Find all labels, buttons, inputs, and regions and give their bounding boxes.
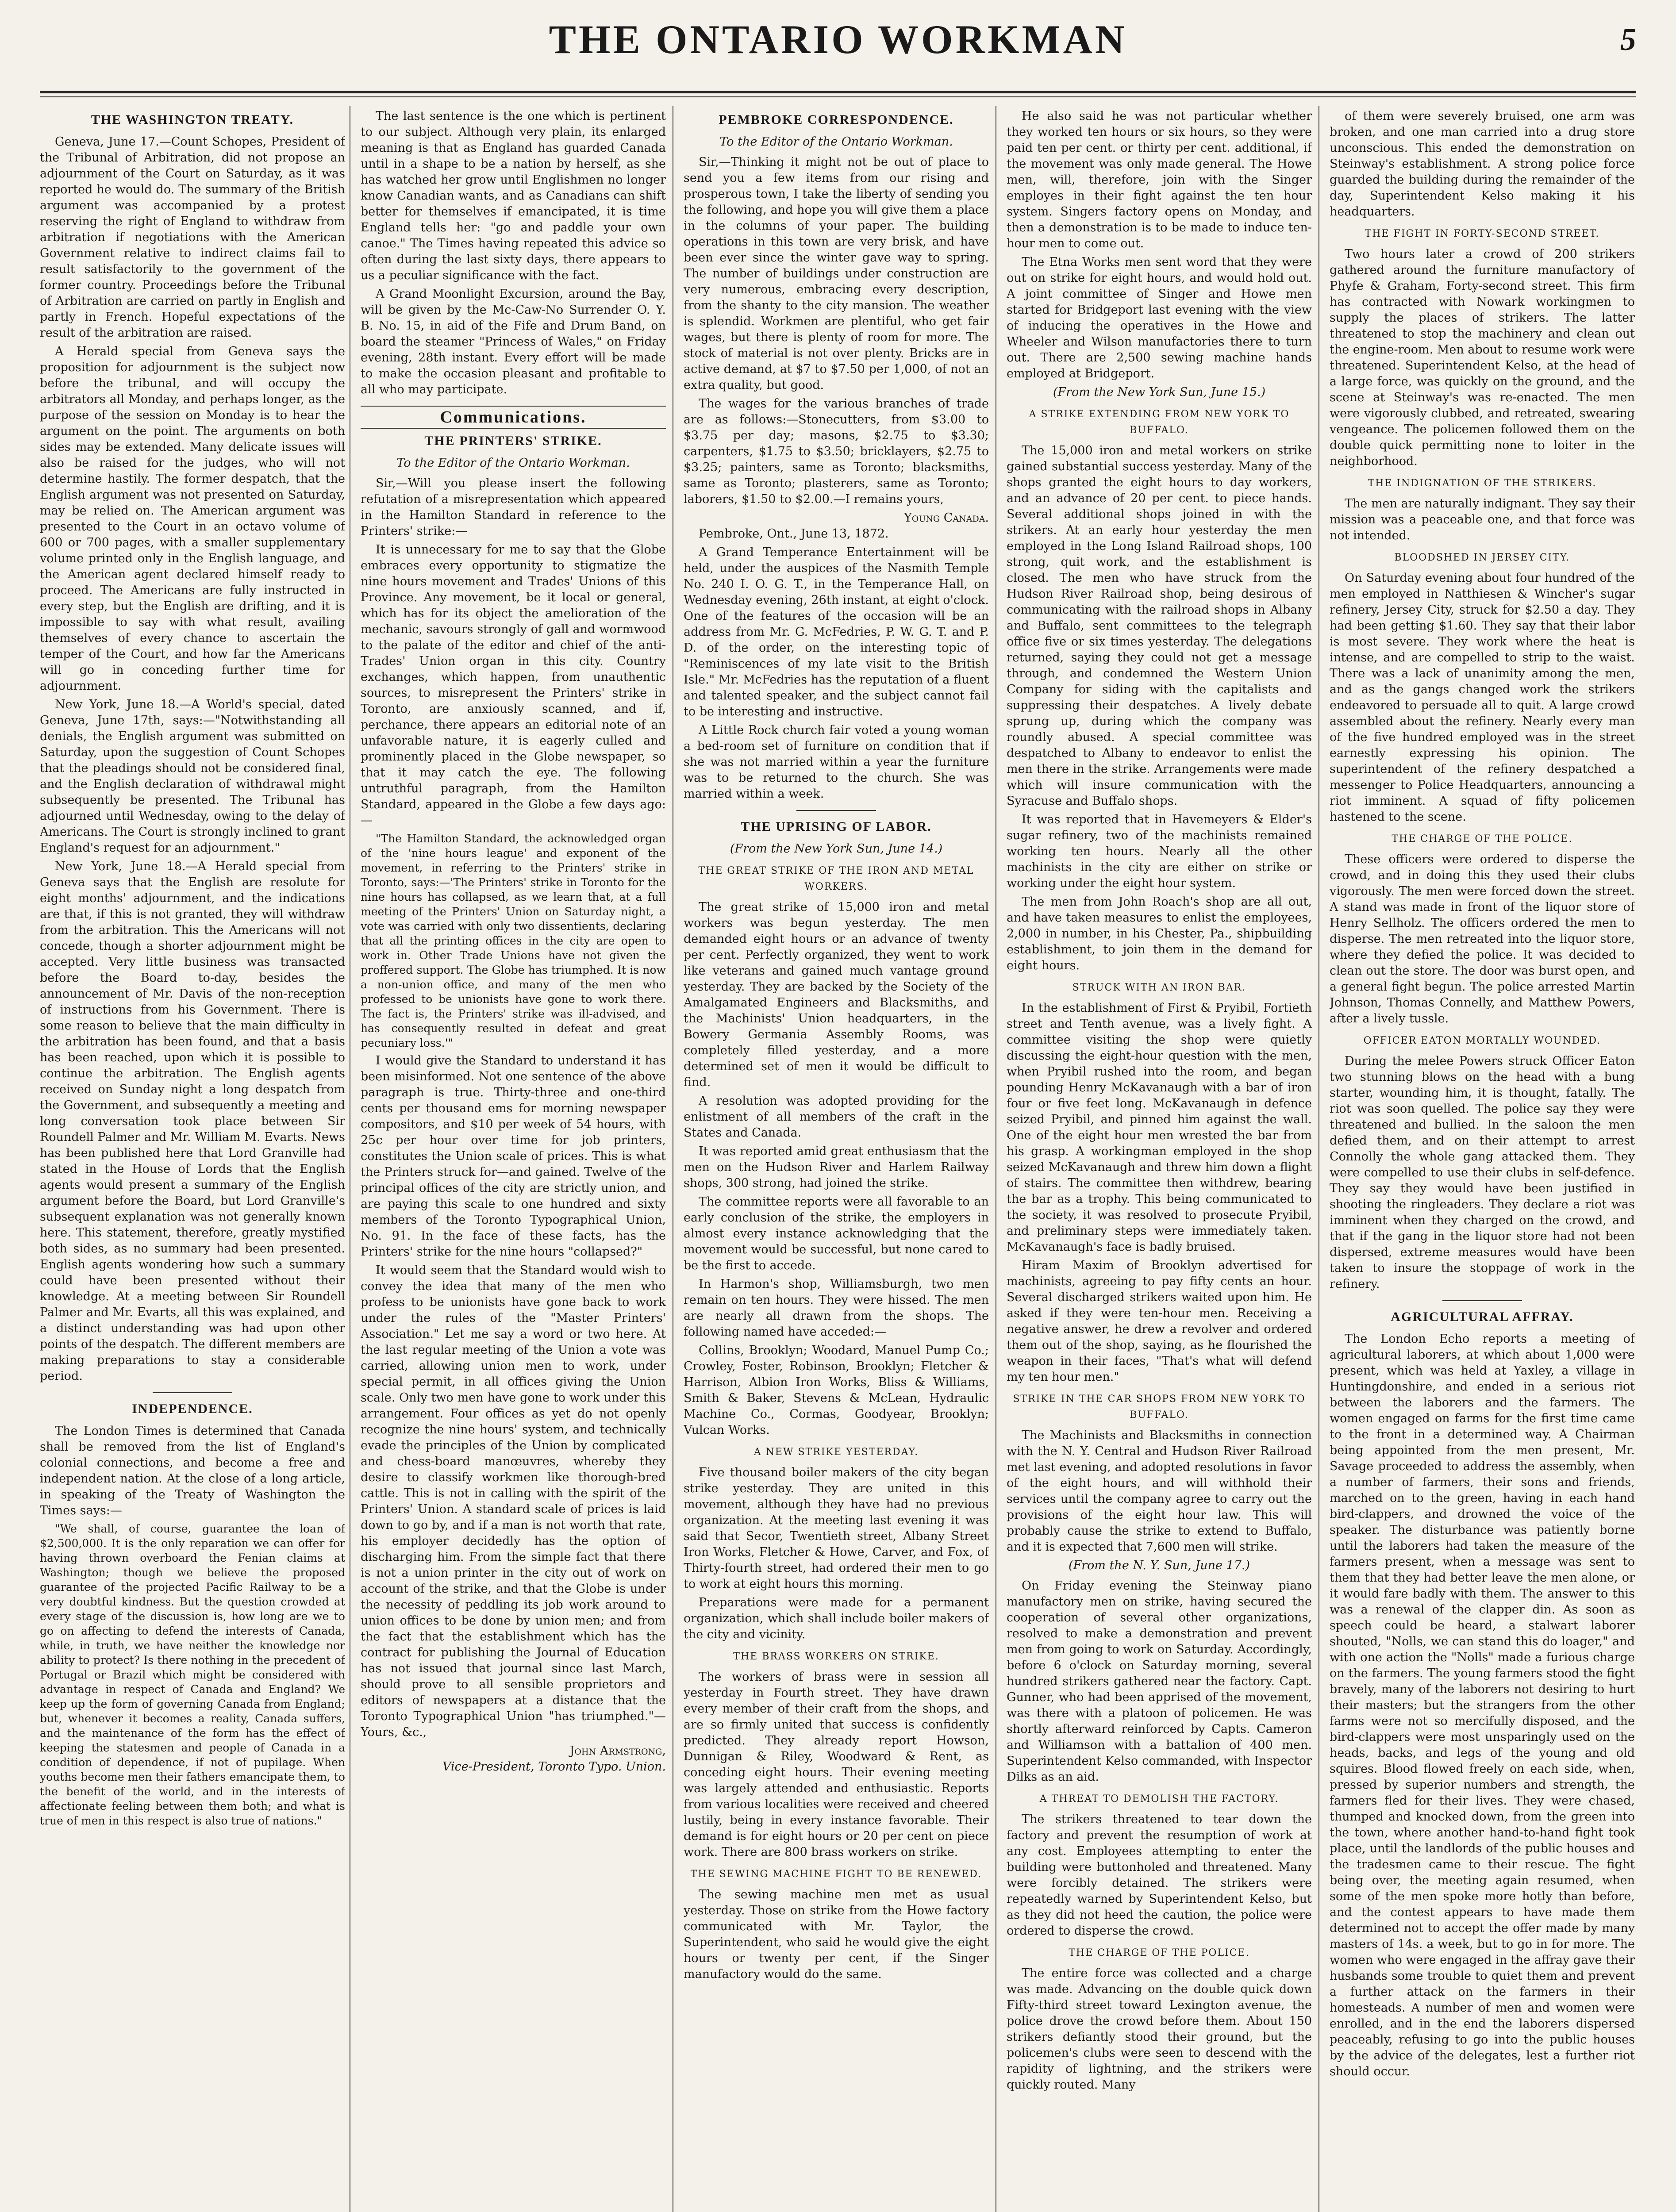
article-paragraph: On Friday evening the Steinway piano manufactory men on strike, having secured the cooperation of several other organizations, resolved to make a demonstration and prevent men from going to work on Saturday. Accordingly, before 6 o'clock on Saturday morning, several hundred strikers gathered near the factory. Capt. Gunner, who had been apprised of the movement, was there with a platoon of policemen. He was shortly afterward reinforced by Capts. Cameron and Williamson with a battalion of 400 men. Superintendent Kelso commanded, with Inspector Dilks as an aid. [1007, 1579, 1312, 1784]
article-paragraph: A Little Rock church fair voted a young woman a bed-room set of furniture on condition that if she was not married within a year the furniture was to be returned to the church. She was married within a week. [684, 723, 989, 801]
article-paragraph: Two hours later a crowd of 200 strikers gathered around the furniture manufactory of Phyfe & Graham, Forty-second street. This firm has contracted with Nowark workingmen to supply the places of strikers. The latter threatened to stop the machinery and clean out the engine-room. Men about to resume work were threatened. Superintendent Kelso, at the head of a large force, was quickly on the ground, and the scene at Steinway's was re-enacted. The men were vigorously clubbed, and retreated, swearing vengeance. The policemen followed them on the double quick permitting none to loiter in the neighborhood. [1330, 247, 1635, 468]
newspaper-title: THE ONTARIO WORKMAN [549, 17, 1127, 62]
letter-place-date: Pembroke, Ont., June 13, 1872. [699, 527, 889, 541]
article-paragraph: During the melee Powers struck Officer Eaton two stunning blows on the head with a bung starter, wounding him, it is thought, fatally. The riot was soon quelled. The police say they were threatened and bullied. In the saloon the men defied them, and on their attempt to arrest Connolly the whole gang attacked them. They were compelled to use their clubs in self-defence. They say they would have been justified in shooting the ringleaders. They declare a riot was imminent when they charged on the crowd, and that if the gang in the liquor store had not been dispersed, extreme measures would have been taken to insure the stoppage of work in the refinery. [1330, 1054, 1635, 1291]
section-divider [153, 1392, 232, 1393]
article-paragraph: The workers of brass were in session all yesterday in Fourth street. They have drawn every member of their craft from the shops, and are so firmly united that success is confidently predicted. They already report Howson, Dunnigan & Riley, Woodward & Rent, as conceding eight hours. Their evening meeting was largely attended and enthusiastic. Reports from various localities were received and cheered lustily, being in every instance favorable. Their demand is for eight hours or 20 per cent on piece work. There are 800 brass workers on strike. [684, 1670, 989, 1859]
article-paragraph: Preparations were made for a permanent organization, which shall include boiler makers of the city and vicinity. [684, 1596, 989, 1641]
article-paragraph: The great strike of 15,000 iron and metal workers was begun yesterday. The men demanded eight hours or an advance of twenty per cent. Perfectly organized, they went to work like veterans and gained much vantage ground yesterday. They are backed by the Society of the Amalgamated Engineers and Blacksmiths, and the Machinists' Union headquarters, in the Bowery Germania Assembly Rooms, was completely filled yesterday, and a more determined set of men it would be difficult to find. [684, 900, 989, 1089]
subheading: STRUCK WITH AN IRON BAR. [1072, 982, 1246, 993]
signature: John Armstrong, [569, 1744, 666, 1758]
article-paragraph: The entire force was collected and a charge was made. Advancing on the double quick down Fifty-third street toward Lexington avenue, the police drove the crowd before them. About 150 strikers defiantly stood their ground, but the policemen's clubs were seen to descend with the rapidity of lightning, and the strikers were quickly routed. Many [1007, 1966, 1312, 2092]
article-paragraph: The London Times is determined that Canada shall be removed from the list of England's colonial connections, and become a free and independent nation. At the close of a long article, in speaking of the Treaty of Washington the Times says:— [40, 1424, 345, 1517]
section-banner-communications: Communications. [361, 406, 666, 429]
article-paragraph: It was reported amid great enthusiasm that the men on the Hudson River and Harlem Railway shops, 300 strong, had joined the strike. [684, 1144, 989, 1190]
subheading: STRIKE IN THE CAR SHOPS FROM NEW YORK TO BUFFALO. [1013, 1394, 1306, 1421]
subheading: THE INDIGNATION OF THE STRIKERS. [1368, 478, 1597, 489]
notice-paragraph: A Grand Moonlight Excursion, around the Bay, will be given by the Mc-Caw-No Surrender O. Y. B. No. 15, in aid of the Fife and Drum Band, on board the steamer "Princess of Wales," on Friday evening, 28th instant. Every effort will be made to make the occasion pleasant and profitable to all who may participate. [361, 287, 666, 396]
headline-independence: INDEPENDENCE. [132, 1402, 253, 1416]
article-paragraph: Hiram Maxim of Brooklyn advertised for machinists, agreeing to pay fifty cents an hour. Several discharged strikers waited upon him. He asked if they were ten-hour men. Receiving a negative answer, he drew a revolver and ordered them out of the shop, saying, as he flourished the weapon in their faces, "That's what will defend my ten hour men." [1007, 1259, 1312, 1384]
column-4 [1007, 108, 1312, 2212]
article-paragraph: The sewing machine men met as usual yesterday. Those on strike from the Howe factory communicated with Mr. Taylor, the Superintendent, who said he would give the eight hours or twenty per cent, if the Singer manufactory would do the same. [684, 1888, 989, 1981]
signature-title: Vice-President, Toronto Typo. Union. [442, 1760, 666, 1774]
article-paragraph: The Machinists and Blacksmiths in connection with the N. Y. Central and Hudson River Railroad met last evening, and adopted resolutions in favor of the eight hours, and will withhold their services until the company agree to carry out the provisions of the eight hour law. This will probably cause the strike to extend to Buffalo, and it is expected that 7,600 men will strike. [1007, 1429, 1312, 1554]
article-paragraph: In the establishment of First & Pryibil, Fortieth street and Tenth avenue, was a lively fight. A committee visiting the shop were quietly discussing the eight-hour question with the men, when Pryibil rushed into the room, and began pounding Henry McKavanaugh with a bar of iron four or five feet long. McKavanaugh in defence seized Pryibil, and pinned him against the wall. One of the eight hour men wrested the bar from his grasp. A workingman employed in the shop seized McKavanaugh and threw him down a flight of stairs. The committee then withdrew, bearing the bar as a trophy. This being communicated to the society, it was resolved to prosecute Pryibil, and preliminary steps were immediately taken. McKavanaugh's face is badly bruised. [1007, 1001, 1312, 1254]
article-paragraph: The men from John Roach's shop are all out, and have taken measures to enlist the employees, 2,000 in number, in his Chester, Pa., shipbuilding establishment, to join them in the demand for eight hours. [1007, 895, 1312, 972]
quoted-passage: "The Hamilton Standard, the acknowledged organ of the 'nine hours league' and exponent of the movement, in referring to the Printers' strike in Toronto, says:—'The Printers' strike in Toronto for the nine hours has collapsed, as we learn that, at a full meeting of the Printers' Union on Saturday night, a vote was carried with only two dissentients, declaring that all the printing offices in the city are open to work in. Other Trade Unions have not given the proffered support. The Globe has triumphed. It is now a non-union office, and many of the men who professed to be unionists have gone to work there. The fact is, the Printers' strike was ill-advised, and has consequently resulted in defeat and great pecuniary loss.'" [361, 832, 666, 1049]
article-paragraph: A Herald special from Geneva says the proposition for adjournment is the subject now before the tribunal, and will occupy the arbitrators all Monday, and perhaps longer, as the purpose of the session on Monday is to hear the argument on the point. The arguments on both sides may be extended. Many delicate issues will also be raised for the judges, who will not determine hastily. The former despatch, that the English argument was not presented on Saturday, may be relied on. The American argument was presented to the Court in an octavo volume of 600 or 700 pages, with a smaller supplementary volume printed only in the English language, and the American agent declared himself ready to proceed. The Americans are fully instructed in every step, but the English are drifting, and it is impossible to say with what result, availing themselves of every chance to ascertain the temper of the Court, and how far the Americans will go in conceding further time for adjournment. [40, 345, 345, 693]
column-5 [1330, 108, 1635, 2212]
masthead-rule [40, 91, 1636, 93]
article-paragraph: Geneva, June 17.—Count Schopes, President of the Tribunal of Arbitration, did not propose an adjournment of the Court on Saturday, as it was reported he would do. The summary of the British argument was accompanied by a protest reserving the right of England to withdraw from arbitration if negotiations with the American Government relative to indirect claims fail to result satisfactorily to the government of the former country. Proceedings before the Tribunal of Arbitration are carried on partly in English and partly in French. Hopeful expectations of the result of the arbitration are raised. [40, 135, 345, 340]
article-paragraph: The London Echo reports a meeting of agricultural laborers, at which about 1,000 were present, which was held at Yaxley, a village in Huntingdonshire, and ended in a serious riot between the laborers and the farmers. The women engaged on farms for the first time came to the front in a determined way. A Chairman being appointed from the men present, Mr. Savage proceeded to address the assembly, when a number of farmers, their sons and friends, marched on to the green, having in each hand bird-clappers, and drowned the voice of the speaker. The disturbance was patiently borne until the laborers had taken the measure of the farmers present, when a message was sent to them that they had better leave the men alone, or it would fare badly with them. The answer to this was a renewal of the clapper din. As soon as speech could be heard, a stalwart laborer shouted, "Nolls, we can stand this do loager," and with one action the "Nolls" made a furious charge on the farmers. The young farmers stood the fight bravely, many of the laborers not desiring to hurt their masters; but the strangers from the other farms were not so mercifully disposed, and the bird-clappers were most unsparingly used on the heads, backs, and legs of the young and old squires. Blood flowed freely on each side, when, pressed by superior numbers and strength, the farmers fled for their lives. They were chased, thumped and knocked down, from the green into the town, where another hand-to-hand fight took place, until the landlords of the public houses and the tradesmen came to their rescue. The fight being over, the meeting again resumed, when some of the men spoke more hotly than before, and the contest appears to have made them determined not to accept the offer made by many masters of 14s. a week, but to go in for more. The women who were engaged in the affray gave their husbands some trouble to quiet them and prevent a further attack on the farmers in their homesteads. A number of men and women were enrolled, and in the end the laborers dispersed peaceably, refusing to go into the public houses by the advice of the delegates, lest a further riot should occur. [1330, 1332, 1635, 2078]
headline-agricultural-affray: AGRICULTURAL AFFRAY. [1391, 1310, 1574, 1324]
section-divider [796, 810, 876, 811]
subheading: THE CHARGE OF THE POLICE. [1392, 833, 1573, 845]
masthead [0, 0, 1676, 102]
article-paragraph: The 15,000 iron and metal workers on strike gained substantial success yesterday. Many of the shops granted the eight hours to day workers, and an advance of 20 per cent. to piece hands. Several additional shops joined in with the strikers. At an early hour yesterday the men employed in the Long Island Railroad shops, 100 strong, quit work, and the establishment is closed. The men who have struck from the Hudson River Railroad shop, being desirous of communicating with the railroad shops in Albany and Buffalo, sent committees to the telegraph office five or six times yesterday. The delegations returned, saying they could not get a message through, and condemned the Western Union Company for siding with the capitalists and suppressing their despatches. A lively debate sprung up, during which the company was roundly abused. A special committee was despatched to Albany to endeavor to enlist the men there in the strike. Arrangements were made which will insure communication with the Syracuse and Buffalo shops. [1007, 444, 1312, 808]
source-dateline: (From the New York Sun, June 15.) [1053, 385, 1266, 399]
subheading: A STRIKE EXTENDING FROM NEW YORK TO BUFFALO. [1029, 409, 1290, 436]
section-divider [1442, 1300, 1522, 1301]
article-paragraph: On Saturday evening about four hundred of the men employed in Natthiesen & Wincher's sugar refinery, Jersey City, struck for $2.50 a day. They had been getting $1.60. They say that their labor is most severe. They work where the heat is intense, and are compelled to strip to the waist. There was a lack of unanimity among the men, and as the gangs changed work the strikers endeavored to persuade all to quit. A large crowd assembled about the refinery. Nearly every man of the five hundred employed was in the street earnestly expressing his opinion. The superintendent of the refinery despatched a messenger to Police Headquarters, announcing a riot imminent. A squad of fifty policemen hastened to the scene. [1330, 571, 1635, 824]
headline-washington-treaty: THE WASHINGTON TREATY. [91, 112, 294, 127]
subheading: BLOODSHED IN JERSEY CITY. [1394, 552, 1570, 563]
headline-printers-strike: THE PRINTERS' STRIKE. [424, 434, 602, 448]
subheading: OFFICER EATON MORTALLY WOUNDED. [1363, 1035, 1601, 1046]
subheading: THE BRASS WORKERS ON STRIKE. [733, 1651, 939, 1662]
article-paragraph: New York, June 18.—A World's special, dated Geneva, June 17th, says:—"Notwithstanding all denials, the English argument was submitted on Saturday, upon the suggestion of Count Schopes that the pleadings should not be considered final, and the English declaration of withdrawal might subsequently be presented. The Tribunal has adjourned until Wednesday, owing to the delay of Americans. The Court is strongly inclined to grant England's request for an adjournment." [40, 698, 345, 855]
column-2 [361, 108, 666, 2212]
subheading: A THREAT TO DEMOLISH THE FACTORY. [1039, 1793, 1279, 1805]
article-paragraph: The committee reports were all favorable to an early conclusion of the strike, the employers in almost every instance acknowledging that the movement would be successful, but none cared to be the first to accede. [684, 1195, 989, 1272]
letter-salutation: To the Editor of the Ontario Workman. [719, 135, 953, 149]
letter-paragraph: Sir,—Thinking it might not be out of place to send you a few items from our rising and prosperous town, I take the liberty of sending you the following, and hope you will give them a place in the columns of your paper. The building operations in this town are very brisk, and have been ever since the winter gave way to spring. The number of buildings under construction are very numerous, embracing every description, from the shanty to the city mansion. The weather is splendid. Workmen are plentiful, who get fair wages, but there is plenty of room for more. The stock of material is not over plenty. Bricks are in active demand, at $7 to $7.50 per 1,000, of not an extra quality, but good. [684, 155, 989, 392]
subheading: THE CHARGE OF THE POLICE. [1069, 1947, 1250, 1959]
headline-pembroke: PEMBROKE CORRESPONDENCE. [719, 112, 954, 127]
article-paragraph: These officers were ordered to disperse the crowd, and in doing this they used their clubs vigorously. The men were forced down the street. A stand was made in front of the liquor store of Henry Sellholz. The officers ordered the men to disperse. The men retreated into the liquor store, where they defied the police. It was decided to clean out the store. The door was burst open, and a general fight begun. The police arrested Martin Johnson, Thomas Connelly, and Matthew Powers, after a lively tussle. [1330, 853, 1635, 1025]
signature: Young Canada. [903, 511, 989, 525]
letter-salutation: To the Editor of the Ontario Workman. [396, 456, 630, 470]
column-1 [40, 108, 345, 2212]
article-paragraph: The last sentence is the one which is pertinent to our subject. Although very plain, its enlarged meaning is that as England has guarded Canada until in a shape to be a nation by herself, as she has watched her grow until Englishmen no longer know Canadian wants, and as Canadians can shift better for themselves if emancipated, it is time England tells her: "go and paddle your own canoe." The Times having repeated this advice so often during the last sixty days, there appears to us a peculiar significance with the fact. [361, 109, 666, 282]
article-paragraph: In Harmon's shop, Williamsburgh, two men remain on ten hours. They were hissed. The men are nearly all drawn from the shops. The following named have acceded:— [684, 1277, 989, 1339]
article-paragraph: A resolution was adopted providing for the enlistment of all members of the craft in the States and Canada. [684, 1094, 989, 1140]
letter-paragraph: I would give the Standard to understand it has been misinformed. Not one sentence of the above paragraph is true. Thirty-three and one-third cents per thousand ems for morning newspaper compositors, and $10 per week of 54 hours, with 25c per hour over time for job printers, constitutes the Union scale of prices. This is what the Printers struck for—and gained. Twelve of the principal offices of the city are strictly union, and are paying this scale to one hundred and sixty members of the Toronto Typographical Union, No. 91. In the face of these facts, has the Printers' strike for the nine hours "collapsed?" [361, 1054, 666, 1259]
subheading: THE FIGHT IN FORTY-SECOND STREET. [1365, 228, 1600, 239]
source-dateline: (From the N. Y. Sun, June 17.) [1068, 1559, 1250, 1572]
page-number: 5 [1620, 22, 1636, 57]
article-paragraph: It was reported that in Havemeyers & Elder's sugar refinery, two of the machinists remained working ten hours. Nearly all the other machinists in the city are either on strike or working under the eight hour system. [1007, 813, 1312, 890]
subheading: A NEW STRIKE YESTERDAY. [753, 1447, 919, 1458]
letter-paragraph: It would seem that the Standard would wish to convey the idea that many of the men who profess to be unionists have gone back to work under the rules of the "Master Printers' Association." Let me say a word or two here. At the last regular meeting of the Union a vote was carried, allowing union men to work, under special permit, in all offices giving the Union scale. Only two men have gone to work under this arrangement. Four offices as yet do not openly recognize the nine hours' system, and technically evade the principles of the Union by complicated and chess-board manœuvres, whereby they desire to classify workmen like thorough-bred cattle. This is not in calling with the spirit of the Printers' Union. A standard scale of prices is laid down to go by, and if a man is not worth that rate, his employer decidedly has the option of discharging him. From the simple fact that there is not a union printer in the city out of work on account of the strike, and that the Globe is under the necessity of peddling its job work around to union offices to be done by union men; and from the fact that the establishment which has the contract for publishing the Journal of Education has not issued that journal since last March, should prove to all sensible proprietors and editors of newspapers at a distance that the Toronto Typographical Union "has triumphed."—Yours, &c., [361, 1263, 666, 1739]
article-paragraph: New York, June 18.—A Herald special from Geneva says that the English are resolute for eight months' adjournment, and the indications are that, if this is not granted, they will withdraw from the arbitration. This the Americans will not concede, though a shorter adjournment might be accepted. Very little business was transacted before the Board to-day, besides the announcement of Mr. Davis of the non-reception of instructions from his Government. There is some reason to believe that the main difficulty in the arbitration has been found, and that a basis has been reached, upon which it is possible to continue the arbitration. The English agents received on Sunday night a long despatch from the Government, and subsequently a meeting and long conversation took place between Sir Roundell Palmer and Mr. William M. Evarts. News has been published here that Lord Granville had stated in the House of Lords that the English agents would present a summary of the English argument before the Board, but Lord Granville's subsequent explanation was not generally known here. This statement, therefore, greatly mystified both sides, as no summary had been presented. English agents wondering how such a summary could have been presented without their knowledge. At a meeting between Sir Roundell Palmer and Mr. Evarts, all this was explained, and a distinct understanding was had upon other points of the despatch. The different members are making preparations to stay a considerable period. [40, 860, 345, 1383]
quoted-passage: "We shall, of course, guarantee the loan of $2,500,000. It is the only reparation we can offer for having thrown overboard the Fenian claims at Washington; though we believe the proposed guarantee of the projected Pacific Railway to be a very doubtful kindness. But the question crowded at every stage of the discussion is, how long are we to go on affecting to defend the interests of Canada, while, in truth, we have neither the knowledge nor ability to protect? Is there nothing in the precedent of Portugal or Brazil which might be considered with advantage in respect of Canada and England? We keep up the form of governing Canada from England; but, whenever it becomes a reality, Canada suffers, and the maintenance of the form has the effect of keeping the statesmen and people of Canada in a condition of dependence, if not of pupilage. When youths become men their fathers emancipate them, to the benefit of the world, and in the interests of affectionate feeling between them both; and what is true of men in this respect is also true of nations." [40, 1522, 345, 1827]
source-dateline: (From the New York Sun, June 14.) [730, 842, 943, 856]
article-paragraph: He also said he was not particular whether they worked ten hours or six hours, so they were paid ten per cent. or thirty per cent. additional, if the movement was only made general. The Howe men, will, therefore, join with the Singer employes in their fight against the ten hour system. Singers factory opens on Monday, and then a demonstration is to be made to induce ten-hour men to come out. [1007, 109, 1312, 250]
masthead-rule-thin [40, 96, 1636, 97]
notice-paragraph: A Grand Temperance Entertainment will be held, under the auspices of the Nasmith Temple No. 240 I. O. G. T., in the Temperance Hall, on Wednesday evening, 26th instant, at eight o'clock. One of the features of the occasion will be an address from Mr. G. McFedries, P. W. G. T. and P. D. of the order, on the interesting topic of "Reminiscences of my late visit to the British Isle." Mr. McFedries has the reputation of a fluent and talented speaker, and the subject cannot fail to be interesting and instructive. [684, 545, 989, 718]
article-paragraph: The strikers threatened to tear down the factory and prevent the resumption of work at any cost. Employees attempting to enter the building were buttonholed and threatened. Many were forcibly detained. The strikers were repeatedly warned by Superintendent Kelso, but as they did not heed the caution, the police were ordered to disperse the crowd. [1007, 1813, 1312, 1938]
letter-paragraph: The wages for the various branches of trade are as follows:—Stonecutters, from $3.00 to $3.75 per day; masons, $2.75 to $3.30; carpenters, $1.75 to $3.50; bricklayers, $2.75 to $3.25; painters, same as Toronto; blacksmiths, same as Toronto; plasterers, same as Toronto; laborers, $1.50 to $2.00.—I remains yours, [684, 397, 989, 506]
column-3 [684, 108, 989, 2212]
article-paragraph: Collins, Brooklyn; Woodard, Manuel Pump Co.; Crowley, Foster, Robinson, Brooklyn; Fletcher & Harrison, Albion Iron Works, Bliss & Williams, Smith & Baker, Stevens & McLean, Hydraulic Machine Co., Cormas, Goodyear, Brooklyn; Vulcan Works. [684, 1344, 989, 1437]
letter-paragraph: Sir,—Will you please insert the following refutation of a misrepresentation which appeared in the Hamilton Standard in reference to the Printers' strike:— [361, 476, 666, 538]
article-paragraph: Five thousand boiler makers of the city began strike yesterday. They are united in this movement, although they have had no previous organization. At the meeting last evening it was said that Secor, Twentieth street, Albany Street Iron Works, Fletcher & Howe, Carver, and Fox, of Thirty-fourth street, had ordered their men to go to work at eight hours this morning. [684, 1466, 989, 1591]
subheading: THE GREAT STRIKE OF THE IRON AND METAL WORKERS. [698, 865, 974, 892]
article-paragraph: The Etna Works men sent word that they were out on strike for eight hours, and would hold out. A joint committee of Singer and Howe men started for Bridgeport last evening with the view of inducing the operatives in the Howe and Wheeler and Wilson manufactories there to turn out. There are 2,500 sewing machine hands employed at Bridgeport. [1007, 255, 1312, 380]
article-paragraph: The men are naturally indignant. They say their mission was a peaceable one, and that force was not intended. [1330, 497, 1635, 542]
article-paragraph: of them were severely bruised, one arm was broken, and one man carried into a drug store unconscious. This ended the demonstration on Steinway's establishment. A strong police force guarded the building during the remainder of the day, Superintendent Kelso making it his headquarters. [1330, 109, 1635, 219]
letter-paragraph: It is unnecessary for me to say that the Globe embraces every opportunity to stigmatize the nine hours movement and Trades' Unions of this Province. Any movement, be it local or general, which has for its object the amelioration of the mechanic, savours strongly of gall and wormwood to the palate of the editor and chief of the anti-Trades' Union organ in this city. Country exchanges, which happen, from unauthentic sources, to misrepresent the Printers' strike in Toronto, are anxiously scanned, and if, perchance, there appears an editorial note of an unfavorable nature, it is eagerly culled and prominently placed in the Globe newspaper, so that it may catch the eye. The following untruthful paragraph, from the Hamilton Standard, appeared in the Globe a few days ago:— [361, 543, 666, 827]
subheading: THE SEWING MACHINE FIGHT TO BE RENEWED. [690, 1869, 982, 1880]
headline-uprising-of-labor: THE UPRISING OF LABOR. [741, 819, 932, 834]
